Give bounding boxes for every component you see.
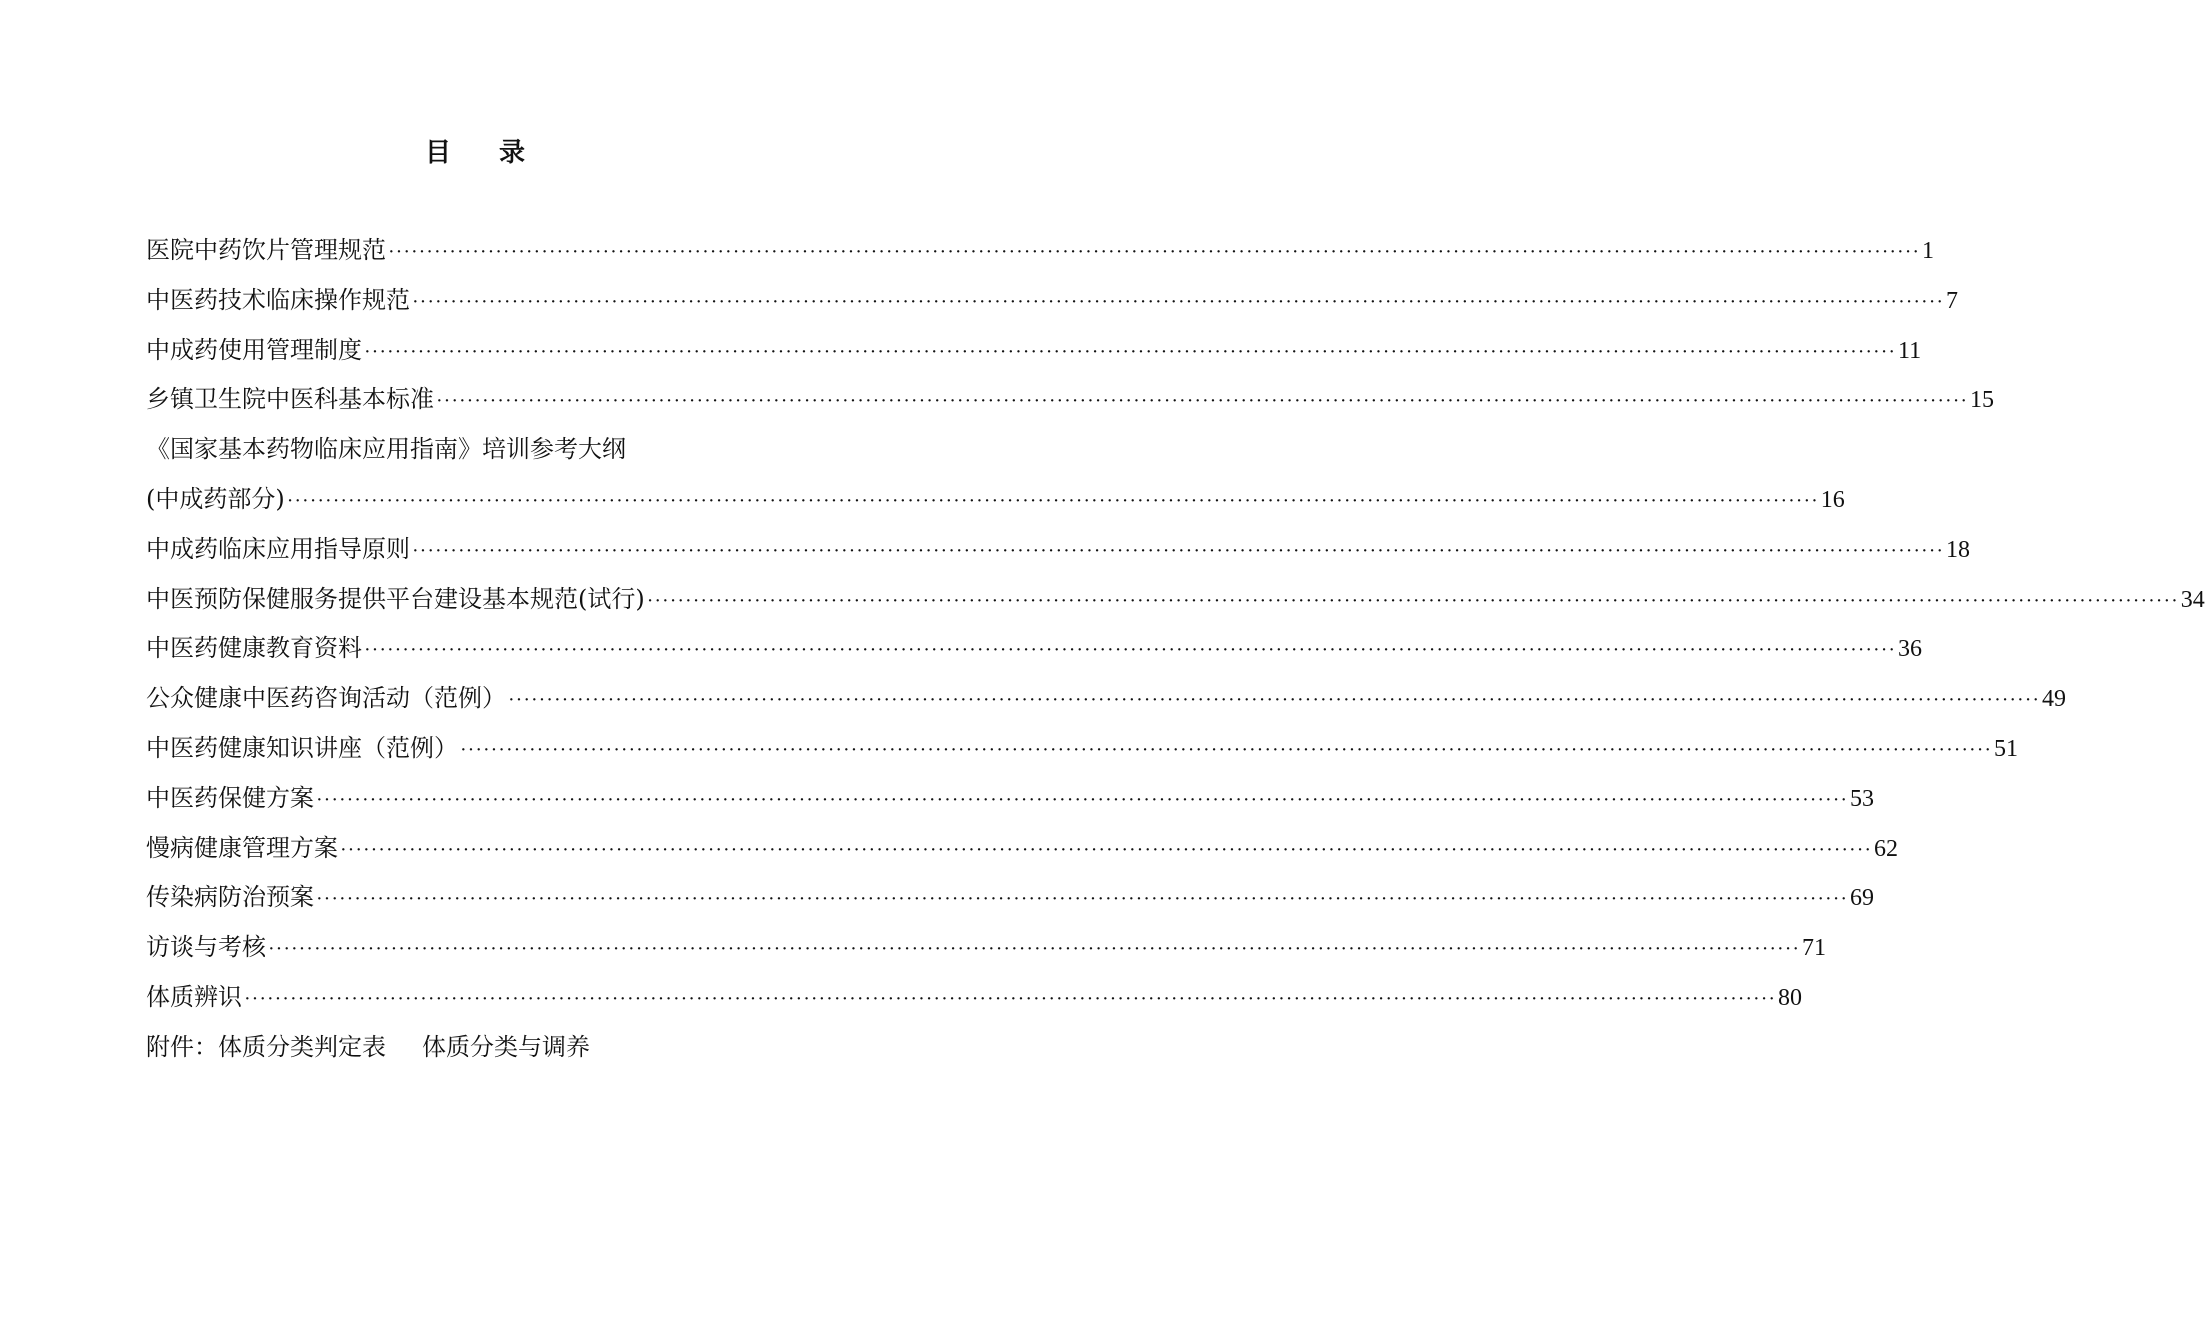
toc-entry-page: 18 <box>1946 536 1971 563</box>
toc-entry-label: 传染病防治预案 <box>146 883 314 912</box>
attachment-item-1[interactable]: 体质分类判定表 <box>218 1032 386 1061</box>
toc-entry-page: 69 <box>1850 885 1875 912</box>
toc-entry-page: 80 <box>1778 984 1803 1011</box>
toc-entry-label: 公众健康中医药咨询活动（范例） <box>146 684 506 713</box>
toc-entry[interactable] <box>146 425 786 475</box>
dot-leader: ········································································································································································································ <box>508 689 2041 712</box>
toc-entry-page: 36 <box>1898 636 1923 663</box>
dot-leader: ········································································································································································································ <box>340 838 1873 861</box>
toc-entry-page: 53 <box>1850 785 1875 812</box>
toc-entry-label: 慢病健康管理方案 <box>146 833 338 862</box>
toc-entry-label: 中医药健康知识讲座（范例） <box>146 733 458 762</box>
toc-entry-page: 1 <box>1922 238 1935 264</box>
dot-leader: ········································································································································································································ <box>316 888 1849 911</box>
dot-leader: ········································································································································································································ <box>412 290 1945 313</box>
toc-entry-label: 中成药临床应用指导原则 <box>146 534 410 563</box>
dot-leader: ········································································································································································································ <box>286 489 1819 512</box>
toc-entry-label: 中成药使用管理制度 <box>146 335 362 364</box>
toc-entry-label: 中医药技术临床操作规范 <box>146 285 410 314</box>
dot-leader: ········································································································································································································ <box>388 241 1921 263</box>
toc-entry-label: 访谈与考核 <box>146 933 266 962</box>
toc-entry[interactable] <box>146 226 1935 276</box>
attachment-prefix: 附件： <box>146 1032 218 1061</box>
dot-leader: ········································································································································································································ <box>244 987 1777 1010</box>
toc-entry-page: 34 <box>2180 586 2205 613</box>
toc-entry[interactable] <box>146 824 1899 874</box>
toc-title-char-2: 录 <box>499 138 526 168</box>
toc-entry[interactable] <box>146 575 2205 625</box>
dot-leader: ········································································································································································································ <box>364 340 1897 363</box>
toc-entry-page: 7 <box>1946 287 1959 314</box>
toc-entry-page: 62 <box>1874 835 1899 862</box>
dot-leader: ········································································································································································································ <box>316 788 1849 811</box>
toc-list <box>146 226 2205 1073</box>
toc-entry-page: 49 <box>2042 686 2067 713</box>
toc-entry[interactable] <box>146 674 2067 724</box>
toc-entry[interactable] <box>146 774 1875 824</box>
toc-title <box>0 132 950 169</box>
toc-entry-label: 中医药保健方案 <box>146 783 314 812</box>
dot-leader: ········································································································································································································ <box>436 390 1969 413</box>
attachment-item-2[interactable]: 体质分类与调养 <box>422 1032 590 1061</box>
toc-entry-label: 中医预防保健服务提供平台建设基本规范(试行) <box>146 584 645 613</box>
toc-entry-page: 15 <box>1970 387 1995 414</box>
dot-leader: ········································································································································································································ <box>268 938 1801 961</box>
dot-leader: ········································································································································································································ <box>412 539 1945 562</box>
toc-entry-page: 71 <box>1802 935 1827 962</box>
toc-entry-label: (中成药部分) <box>146 484 285 513</box>
toc-entry[interactable] <box>146 873 1875 923</box>
toc-entry[interactable] <box>146 724 2019 774</box>
toc-entry[interactable] <box>146 923 1827 973</box>
toc-entry-page: 16 <box>1820 486 1845 513</box>
toc-title-char-1: 目 <box>424 138 451 168</box>
dot-leader: ········································································································································································································ <box>364 639 1897 662</box>
toc-entry[interactable] <box>146 475 1845 525</box>
toc-entry-label: 《国家基本药物临床应用指南》培训参考大纲 <box>146 435 626 464</box>
dot-leader: ········································································································································································································ <box>646 589 2179 612</box>
toc-entry-label: 乡镇卫生院中医科基本标准 <box>146 385 434 414</box>
toc-entry[interactable] <box>146 525 1971 575</box>
toc-entry[interactable] <box>146 624 1923 674</box>
toc-entry-label: 中医药健康教育资料 <box>146 634 362 663</box>
toc-entry[interactable] <box>146 973 1803 1023</box>
toc-entry[interactable] <box>146 276 1959 326</box>
toc-entry[interactable] <box>146 375 1995 425</box>
toc-entry-page: 11 <box>1898 337 1922 364</box>
attachment-line <box>146 1023 786 1073</box>
toc-entry[interactable] <box>146 326 1922 376</box>
dot-leader: ········································································································································································································ <box>460 738 1993 761</box>
toc-entry-label: 体质辨识 <box>146 982 242 1011</box>
toc-entry-label: 医院中药饮片管理规范 <box>146 236 386 264</box>
toc-entry-page: 51 <box>1994 735 2019 762</box>
